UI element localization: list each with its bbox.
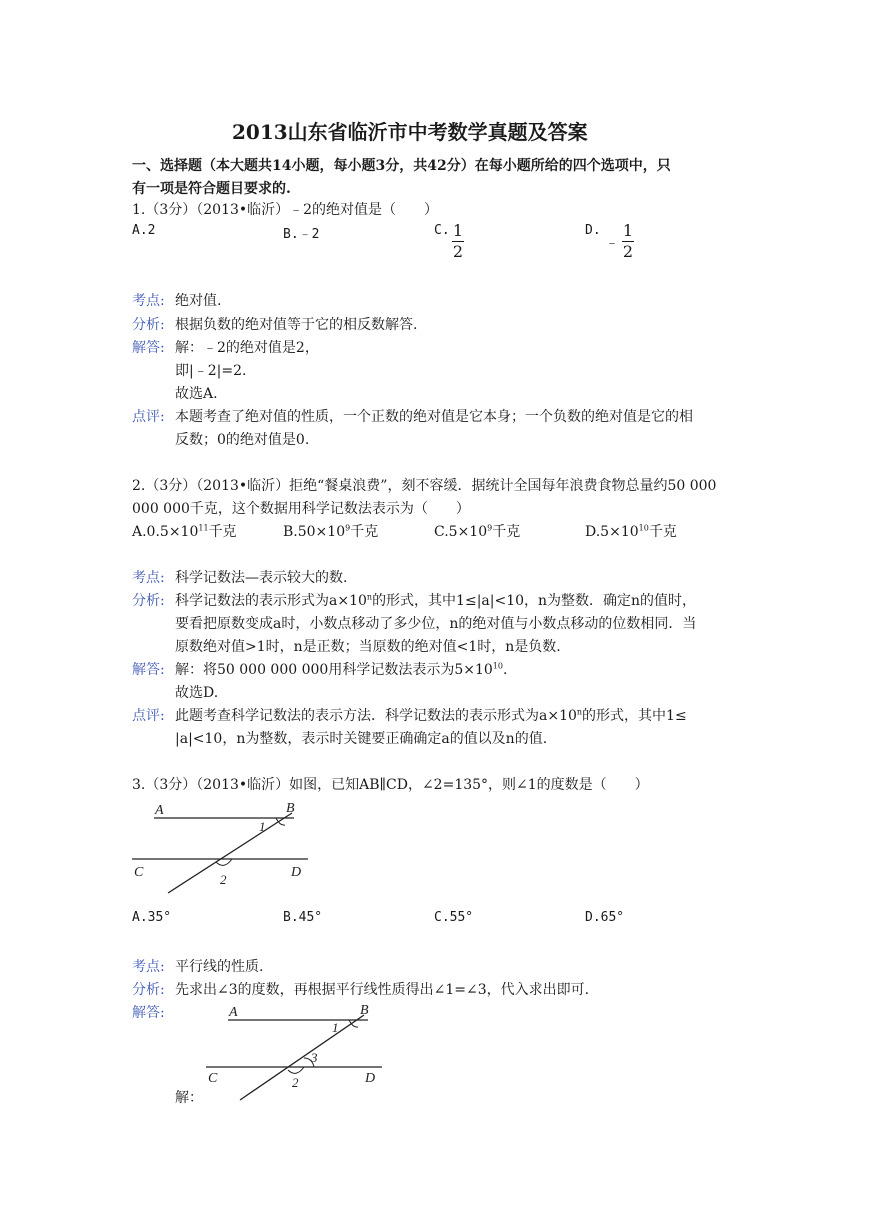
q2-jieda-line1 (175, 659, 507, 679)
q2-fenxi-exponent: n (366, 592, 373, 602)
q2-option-a-base: A.0.5×10 (132, 524, 199, 540)
q2-option-d-exponent: 10 (638, 523, 649, 533)
q3-option-c: C.55° (434, 910, 474, 925)
q2-option-b-base: B.50×10 (283, 524, 346, 540)
q2-jieda-line1-a: 解：将50 000 000 000用科学记数法表示为5×10 (175, 662, 493, 678)
q3-kaodian: 平行线的性质. (175, 959, 264, 975)
q2-stem-line2: 000 000千克，这个数据用科学记数法表示为（ ） (132, 501, 470, 517)
q2-dianping-exponent: n (576, 707, 583, 717)
q3-fenxi: 先求出∠3的度数，再根据平行线性质得出∠1=∠3，代入求出即可. (175, 982, 590, 998)
transversal (168, 813, 292, 893)
label-b: B (360, 1003, 369, 1018)
q3-fenxi-label: 分析: (132, 982, 165, 998)
q1-kaodian-label: 考点: (132, 293, 165, 309)
page-title: 2013山东省临沂市中考数学真题及答案 (232, 120, 588, 144)
q2-option-c (434, 521, 520, 541)
fraction-numerator: 1 (622, 221, 634, 240)
q2-option-a-exponent: 11 (198, 523, 209, 533)
q2-kaodian-label: 考点: (132, 570, 165, 586)
q1-option-d-fraction (622, 222, 634, 261)
angle-1-arc (349, 1020, 358, 1027)
label-d: D (291, 865, 302, 880)
label-a: A (155, 803, 164, 818)
q2-option-d-unit: 千克 (648, 524, 677, 540)
q1-jieda-line3: 故选A. (175, 386, 218, 402)
q2-fenxi-line1-b: 的形式，其中1≤|a|<10，n为整数．确定n的值时， (372, 593, 697, 609)
q2-dianping-label: 点评: (132, 708, 165, 724)
q1-option-c: C. (434, 223, 450, 238)
q1-fenxi: 根据负数的绝对值等于它的相反数解答. (175, 317, 418, 333)
transversal (240, 1015, 364, 1100)
q1-dianping-line2: 反数；0的绝对值是0. (175, 432, 310, 448)
q3-jieda-label: 解答: (132, 1005, 165, 1021)
label-d: D (365, 1071, 376, 1086)
q2-jieda-line2: 故选D. (175, 685, 219, 701)
q1-option-d-minus: ﹣ (605, 235, 619, 251)
label-c: C (134, 865, 144, 880)
q2-option-b (283, 521, 378, 541)
q1-option-c-fraction (452, 222, 464, 261)
label-a: A (229, 1005, 238, 1020)
q2-dianping-line1-b: 的形式，其中1≤ (582, 708, 687, 724)
q2-option-a-unit: 千克 (208, 524, 237, 540)
q3-solution-figure (204, 1002, 386, 1104)
q2-fenxi-line2: 要看把原数变成a时，小数点移动了多少位，n的绝对值与小数点移动的位数相同．当 (175, 616, 697, 632)
label-c: C (208, 1071, 218, 1086)
label-angle-1: 1 (332, 1020, 339, 1035)
q1-dianping-line1: 本题考查了绝对值的性质，一个正数的绝对值是它本身；一个负数的绝对值是它的相 (175, 409, 693, 425)
q2-jieda-exponent: 10 (492, 661, 503, 671)
label-angle-3: 3 (311, 1050, 318, 1065)
q2-dianping-line1 (175, 705, 687, 725)
fraction-denominator: 2 (452, 242, 464, 261)
q2-dianping-line1-a: 此题考查科学记数法的表示方法．科学记数法的表示形式为a×10 (175, 708, 577, 724)
q2-option-c-base: C.5×10 (434, 524, 488, 540)
q1-option-a: A.2 (132, 223, 156, 238)
q2-jieda-label: 解答: (132, 662, 165, 678)
q2-stem-line1: 2.（3分）（2013•临沂）拒绝“餐桌浪费”，刻不容缓．据统计全国每年浪费食物总量约50 000 (132, 478, 717, 494)
section-header-line2: 有一项是符合题目要求的. (132, 181, 291, 197)
q2-fenxi-label: 分析: (132, 593, 165, 609)
q2-dianping-line2: |a|<10，n为整数，表示时关键要正确确定a的值以及n的值. (175, 731, 548, 747)
label-b: B (286, 801, 295, 816)
q3-kaodian-label: 考点: (132, 959, 165, 975)
q1-option-b: B.﹣2 (283, 227, 320, 242)
q1-option-d: D. (585, 223, 601, 238)
q1-jieda-line2: 即|﹣2|=2. (175, 363, 247, 379)
q2-option-d (585, 521, 677, 541)
q2-option-c-exponent: 9 (487, 523, 493, 533)
section-header-line1: 一、选择题（本大题共14小题，每小题3分，共42分）在每小题所给的四个选项中，只 (132, 158, 671, 174)
q2-fenxi-line3: 原数绝对值>1时，n是正数；当原数的绝对值<1时，n是负数. (175, 639, 561, 655)
q1-stem: 1.（3分）（2013•临沂）﹣2的绝对值是（ ） (132, 202, 439, 218)
q2-fenxi-line1 (175, 590, 696, 610)
angle-2-arc (288, 1067, 304, 1073)
q3-option-a: A.35° (132, 910, 172, 925)
q3-option-d: D.65° (585, 910, 625, 925)
q1-jieda-line1: 解：﹣2的绝对值是2， (175, 340, 319, 356)
fraction-numerator: 1 (452, 221, 464, 240)
label-angle-1: 1 (259, 819, 266, 834)
fraction-denominator: 2 (622, 242, 634, 261)
q3-jie: 解： (175, 1090, 203, 1106)
q2-option-d-base: D.5×10 (585, 524, 639, 540)
q2-kaodian: 科学记数法—表示较大的数. (175, 570, 348, 586)
q3-option-b: B.45° (283, 910, 323, 925)
q2-fenxi-line1-a: 科学记数法的表示形式为a×10 (175, 593, 367, 609)
q1-dianping-label: 点评: (132, 409, 165, 425)
q1-jieda-label: 解答: (132, 340, 165, 356)
label-angle-2: 2 (292, 1075, 299, 1090)
q2-option-a (132, 521, 237, 541)
q2-option-b-exponent: 9 (345, 523, 351, 533)
label-angle-2: 2 (220, 872, 227, 887)
q1-kaodian: 绝对值. (175, 293, 222, 309)
q2-jieda-line1-b: . (502, 662, 508, 678)
q3-figure (128, 796, 318, 900)
q3-stem: 3.（3分）（2013•临沂）如图，已知AB∥CD，∠2=135°，则∠1的度数是（ ） (132, 777, 649, 793)
q1-fenxi-label: 分析: (132, 317, 165, 333)
q2-option-c-unit: 千克 (492, 524, 521, 540)
q2-option-b-unit: 千克 (350, 524, 379, 540)
